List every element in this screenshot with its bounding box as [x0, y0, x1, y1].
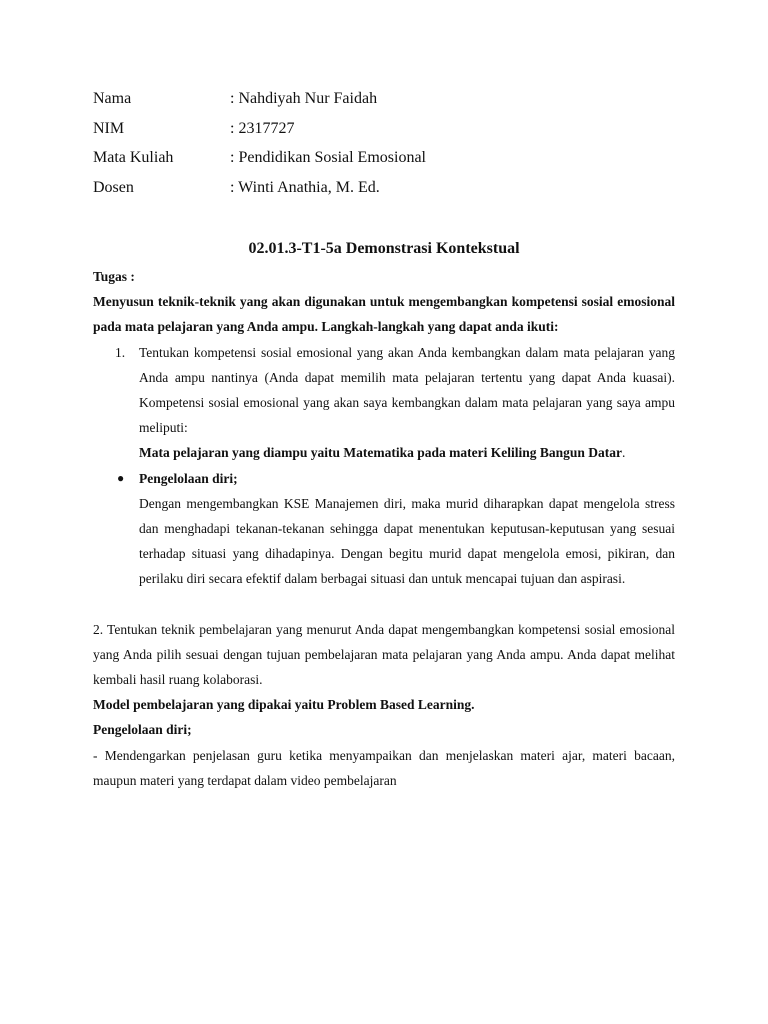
identity-value: : Pendidikan Sosial Emosional — [230, 149, 426, 166]
tugas-text: Menyusun teknik-teknik yang akan digunakan untuk mengembangkan kompetensi sosial emosional pada mata pelajaran yang Anda ampu. Langkah-langkah yang dapat anda ikuti: — [93, 294, 675, 335]
step-one-text: Tentukan kompetensi sosial emosional yang akan Anda kembangkan dalam mata pelajaran yang Anda ampu nantinya (Anda dapat memilih mata pelajaran tertentu yang dapat Anda kuasai). Kompetensi sosial emosional yang akan saya kembangkan dalam mata pelajaran yang saya ampu meliputi: — [139, 344, 675, 436]
step-number: 1. — [115, 344, 126, 360]
step-two-heading: Pengelolaan diri; — [93, 722, 192, 738]
step-one — [93, 340, 675, 441]
bullet-text: Dengan mengembangkan KSE Manajemen diri, maka murid diharapkan dapat mengelola stress dan menghadapi tekanan-tekanan sehingga dapat menentukan keputusan-keputusan yang sesuai terhadap situasi yang dihadapinya. Dengan begitu murid dapat mengelola emosi, pikiran, dan perilaku diri secara efektif dalam berbagai situasi dan untuk mencapai tujuan dan aspirasi. — [139, 495, 675, 587]
model-text: Model pembelajaran yang dipakai yaitu Problem Based Learning. — [93, 697, 475, 713]
step-two-text: 2. Tentukan teknik pembelajaran yang menurut Anda dapat mengembangkan kompetensi sosial emosional yang Anda pilih sesuai dengan tujuan pembelajaran mata pelajaran yang Anda ampu. Anda dapat melihat kembali hasil ruang kolaborasi. — [93, 621, 675, 688]
identity-label: Mata Kuliah — [93, 149, 174, 166]
identity-value: : Winti Anathia, M. Ed. — [230, 178, 380, 196]
identity-row-dosen — [93, 173, 675, 203]
document-title: 02.01.3-T1-5a Demonstrasi Kontekstual — [248, 240, 520, 257]
spacer — [93, 592, 675, 617]
bullet-heading: Pengelolaan diri; — [139, 470, 238, 486]
step-two-point: - Mendengarkan penjelasan guru ketika menyampaikan dan menjelaskan materi ajar, materi bacaan, maupun materi yang terdapat dalam video pembelajaran — [93, 747, 675, 788]
identity-label: Nama — [93, 90, 132, 107]
identity-label: NIM — [93, 119, 125, 137]
subject-statement — [93, 440, 675, 465]
subject-text: Mata pelajaran yang diampu yaitu Matematika pada materi Keliling Bangun Datar — [139, 445, 623, 461]
identity-value: : Nahdiyah Nur Faidah — [230, 90, 378, 107]
identity-row-nim — [93, 114, 675, 144]
identity-row-mata-kuliah — [93, 143, 675, 173]
bullet-item — [93, 466, 675, 491]
subject-end: . — [622, 445, 626, 461]
bullet-icon: ● — [117, 470, 125, 485]
document-page — [93, 84, 675, 793]
identity-row-nama — [93, 84, 675, 114]
identity-value: : 2317727 — [230, 119, 295, 137]
identity-label: Dosen — [93, 178, 134, 196]
tugas-label: Tugas : — [93, 269, 135, 284]
